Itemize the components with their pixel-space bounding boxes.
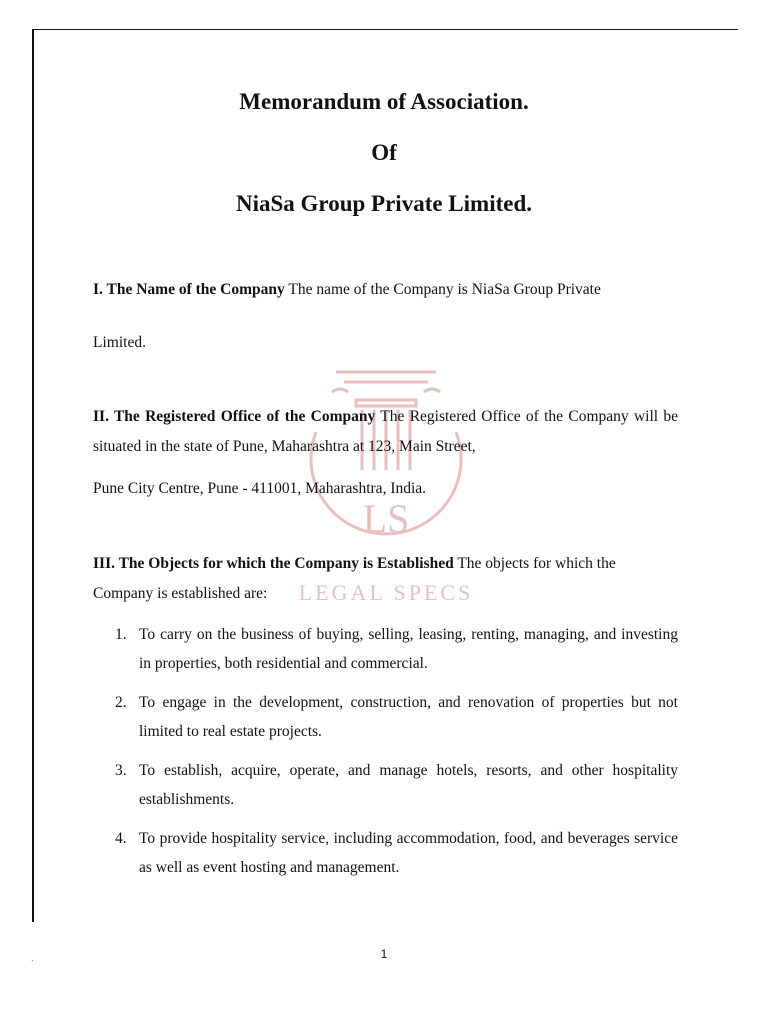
section-objects-heading: III. The Objects for which the Company is Established [93,555,454,572]
section-office-paragraph [93,402,678,462]
document-title: Memorandum of Association. [239,89,529,114]
list-item-text: To provide hospitality service, including accommodation, food, and beverages service as well as event hosting and management. [139,830,678,876]
list-item-number: 3. [115,762,127,779]
list-item [93,824,678,882]
company-name-title: NiaSa Group Private Limited. [235,191,532,216]
list-item-text: To establish, acquire, operate, and manage hotels, resorts, and other hospitality establishments. [139,762,678,808]
list-item-number: 4. [115,830,127,847]
pillar-logo-icon [332,372,440,392]
section-name-paragraph [93,280,678,299]
section-office-heading: II. The Registered Office of the Company [93,408,376,425]
list-item-number: 1. [115,626,127,643]
section-office-continuation: Pune City Centre, Pune - 411001, Maharashtra, India. [93,480,427,497]
list-item [93,688,678,746]
section-name-text: The name of the Company is NiaSa Group Private [284,281,601,298]
page-border-top [32,29,738,30]
section-objects-paragraph [93,549,678,609]
section-name-continuation: Limited. [93,334,146,351]
list-item-text: To carry on the business of buying, selling, leasing, renting, managing, and investing in properties, both residential and commercial. [139,626,678,672]
objects-list [93,620,678,892]
list-item [93,620,678,678]
list-item-number: 2. [115,694,127,711]
section-office-text: The Registered Office of the Company will be situated in the state of Pune, Maharashtra at 123, Main Street, [93,408,678,455]
document-title-of: Of [371,140,397,165]
watermark-monogram: LS [362,496,410,541]
page-number: 1 [380,947,388,961]
footer-dot: . [31,953,34,963]
watermark-brand: LEGAL SPECS [298,580,474,605]
list-item [93,756,678,814]
section-objects-text: The objects for which the Company is established are: [93,555,616,602]
section-name-heading: I. The Name of the Company [93,281,285,298]
list-item-text: To engage in the development, construction, and renovation of properties but not limited to real estate projects. [139,694,678,740]
